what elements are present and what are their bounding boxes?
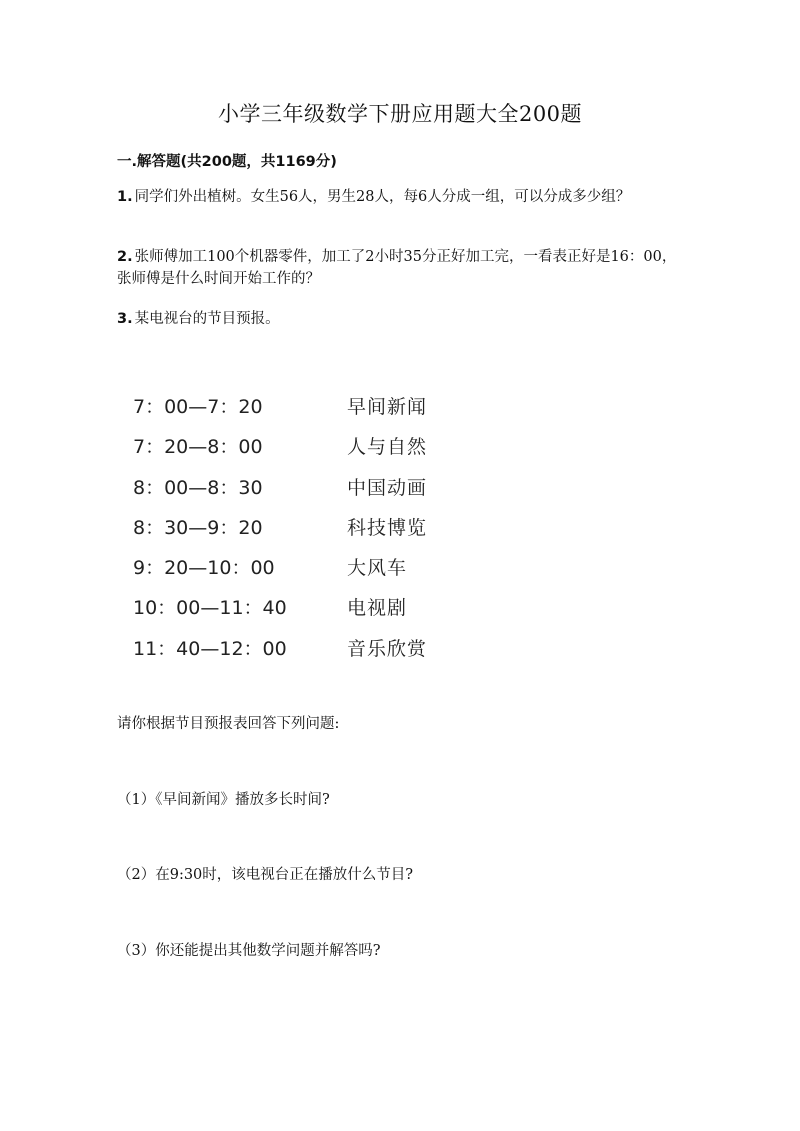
schedule-row xyxy=(133,392,453,432)
section-heading: 一.解答题(共200题，共1169分) xyxy=(117,154,337,170)
question-number: 1. xyxy=(117,189,133,205)
schedule-program: 电视剧 xyxy=(347,597,408,620)
schedule-program: 大风车 xyxy=(347,557,408,580)
page-title: 小学三年级数学下册应用题大全200题 xyxy=(217,102,583,126)
schedule-time: 9：20—10：00 xyxy=(133,557,275,580)
schedule-time: 8：00—8：30 xyxy=(133,476,263,499)
schedule-row xyxy=(133,634,453,674)
schedule-prompt: 请你根据节目预报表回答下列问题: xyxy=(117,716,340,732)
question-2 xyxy=(117,246,677,290)
schedule-row xyxy=(133,513,453,553)
schedule-time: 10：00—11：40 xyxy=(133,597,287,620)
schedule-program: 人与自然 xyxy=(347,436,428,459)
question-number: 3. xyxy=(117,311,133,327)
tv-schedule xyxy=(133,392,453,674)
question-text: 同学们外出植树。女生56人，男生28人，每6人分成一组，可以分成多少组？ xyxy=(134,189,631,205)
schedule-row xyxy=(133,593,453,633)
schedule-program: 音乐欣赏 xyxy=(347,637,428,660)
schedule-row xyxy=(133,473,453,513)
subquestion-3: （3）你还能提出其他数学问题并解答吗? xyxy=(117,943,381,959)
subquestion-2: （2）在9:30时，该电视台正在播放什么节目? xyxy=(117,867,414,883)
schedule-time: 11：40—12：00 xyxy=(133,637,287,660)
schedule-program: 中国动画 xyxy=(347,476,428,499)
schedule-row xyxy=(133,432,453,472)
schedule-time: 8：30—9：20 xyxy=(133,516,263,539)
question-1 xyxy=(117,186,677,208)
schedule-time: 7：00—7：20 xyxy=(133,396,263,418)
question-text: 某电视台的节目预报。 xyxy=(134,311,280,327)
question-number: 2. xyxy=(117,249,133,265)
question-text: 张师傅加工100个机器零件，加工了2小时35分正好加工完，一看表正好是16：00，张师傅是什么时间开始工作的？ xyxy=(117,249,677,287)
question-3 xyxy=(117,308,677,330)
schedule-time: 7：20—8：00 xyxy=(133,436,263,459)
subquestion-1: （1）《早间新闻》播放多长时间? xyxy=(117,792,330,808)
schedule-row xyxy=(133,553,453,593)
schedule-program: 科技博览 xyxy=(347,516,428,539)
schedule-program: 早间新闻 xyxy=(347,396,428,418)
